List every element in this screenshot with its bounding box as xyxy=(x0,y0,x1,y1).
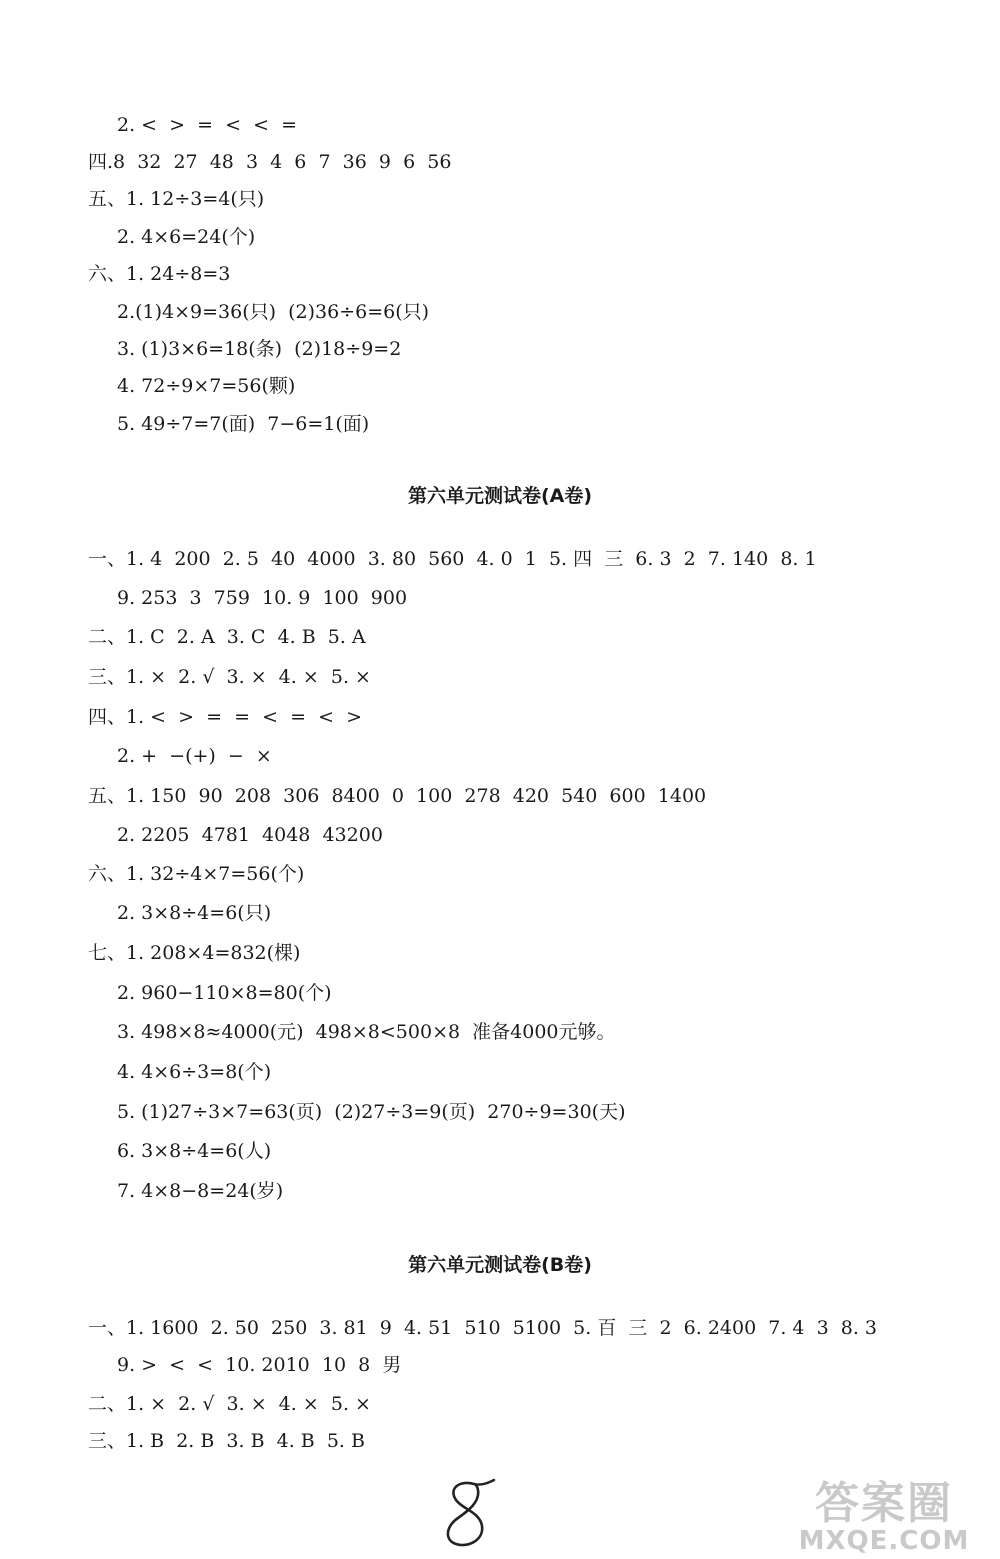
watermark-logo xyxy=(770,1480,998,1558)
answer-line: 二、1. C 2. A 3. C 4. B 5. A xyxy=(88,626,366,648)
answer-line: 2. 2205 4781 4048 43200 xyxy=(117,824,383,846)
answer-line: 2. 4×6=24(个) xyxy=(117,226,256,248)
answer-line: 7. 4×8−8=24(岁) xyxy=(117,1180,284,1202)
answer-line: 七、1. 208×4=832(棵) xyxy=(88,942,301,964)
answer-line: 3. (1)3×6=18(条) (2)18÷9=2 xyxy=(117,338,402,360)
answer-line: 一、1. 4 200 2. 5 40 4000 3. 80 560 4. 0 1 5. 四 三 6. 3 2 7. 140 8. 1 xyxy=(88,548,817,570)
handwritten-page-number xyxy=(430,1478,500,1552)
answer-line: 四.8 32 27 48 3 4 6 7 36 9 6 56 xyxy=(88,151,452,173)
answer-line: 2.(1)4×9=36(只) (2)36÷6=6(只) xyxy=(117,301,430,323)
answer-line: 4. 4×6÷3=8(个) xyxy=(117,1061,272,1083)
watermark-cn: 答案圈 xyxy=(815,1478,953,1529)
answer-line: 3. 498×8≈4000(元) 498×8<500×8 准备4000元够。 xyxy=(117,1021,616,1043)
watermark-en: MXQE.COM xyxy=(798,1526,970,1556)
answer-line: 2. 3×8÷4=6(只) xyxy=(117,902,272,924)
answer-line: 5. 49÷7=7(面) 7−6=1(面) xyxy=(117,413,370,435)
answer-line: 2. + −(+) − × xyxy=(117,745,272,767)
answer-line: 9. 253 3 759 10. 9 100 900 xyxy=(117,587,408,609)
answer-line: 4. 72÷9×7=56(颗) xyxy=(117,375,296,397)
answer-line: 三、1. × 2. √ 3. × 4. × 5. × xyxy=(88,666,371,688)
section-heading-b: 第六单元测试卷(B卷) xyxy=(408,1254,592,1276)
answer-line: 5. (1)27÷3×7=63(页) (2)27÷3=9(页) 270÷9=30(天) xyxy=(117,1101,626,1123)
answer-line: 五、1. 150 90 208 306 8400 0 100 278 420 540 600 1400 xyxy=(88,785,707,807)
section-heading-a: 第六单元测试卷(A卷) xyxy=(407,485,593,507)
answer-line: 2. < > = < < = xyxy=(117,114,298,136)
answer-line: 五、1. 12÷3=4(只) xyxy=(88,188,265,210)
answer-line: 9. > < < 10. 2010 10 8 男 xyxy=(117,1354,402,1376)
answer-line: 6. 3×8÷4=6(人) xyxy=(117,1140,272,1162)
answer-line: 六、1. 24÷8=3 xyxy=(88,263,231,285)
answer-line: 二、1. × 2. √ 3. × 4. × 5. × xyxy=(88,1393,371,1415)
answer-line: 六、1. 32÷4×7=56(个) xyxy=(88,863,305,885)
answer-line: 2. 960−110×8=80(个) xyxy=(117,982,332,1004)
answer-line: 三、1. B 2. B 3. B 4. B 5. B xyxy=(88,1430,365,1452)
answer-line: 一、1. 1600 2. 50 250 3. 81 9 4. 51 510 5100 5. 百 三 2 6. 2400 7. 4 3 8. 3 xyxy=(88,1317,878,1339)
answer-line: 四、1. < > = = < = < > xyxy=(88,706,363,728)
